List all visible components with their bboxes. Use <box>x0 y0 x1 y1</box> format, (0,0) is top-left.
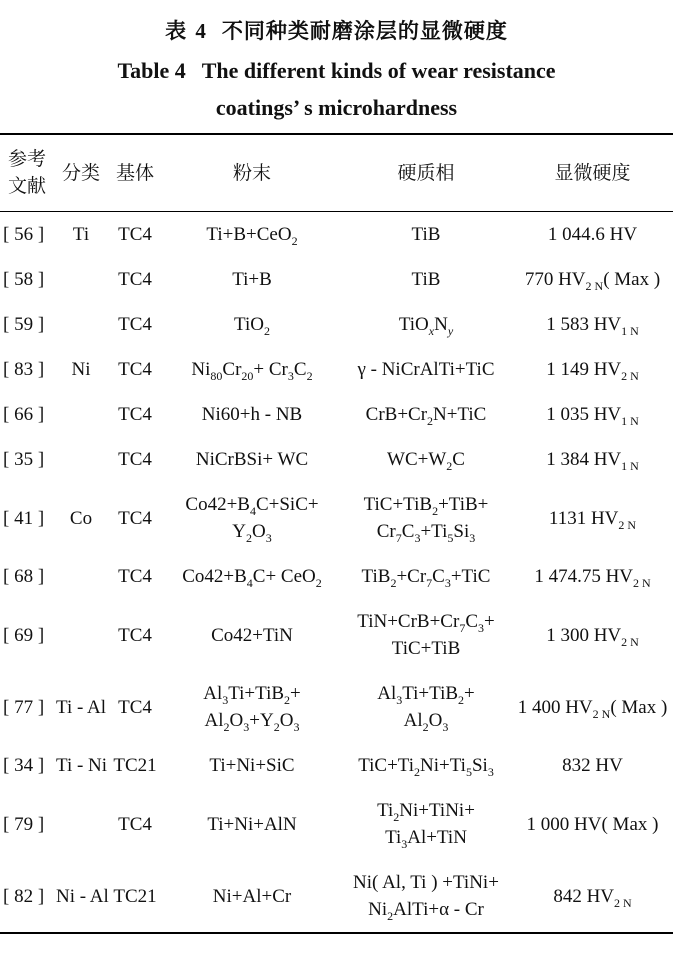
cell-hard-phase: $TiB_2+Cr_7C_3+TiC$ <box>361 566 491 590</box>
cell-substrate: TC4 <box>118 813 152 835</box>
table-header <box>0 134 673 212</box>
cell-classification <box>56 788 106 860</box>
cell-powder: NiCrBSi+ WC <box>195 449 309 470</box>
cell-microhardness: 1 300 $HV_{2 N}$ <box>546 624 639 649</box>
cell-reference: [ 79 ] <box>3 813 45 835</box>
cell-reference: [ 83 ] <box>3 359 45 380</box>
cell-hard-phase: TiC+TiB$_2$+TiB+ $Cr_7C_3+Ti_5Si_3$ <box>363 494 489 545</box>
header-microhardness: 显微硬度 <box>512 134 673 212</box>
table-row <box>0 392 673 437</box>
cell-substrate: TC4 <box>118 449 152 470</box>
table-row <box>0 347 673 392</box>
table-row <box>0 257 673 302</box>
cell-microhardness: 1 474.75 $HV_{2 N}$ <box>534 566 651 590</box>
table-row <box>0 554 673 599</box>
cell-hard-phase: $CrB+Cr_2N+TiC$ <box>365 404 487 428</box>
cell-reference: [ 34 ] <box>3 755 45 776</box>
table-body <box>0 212 673 934</box>
cell-substrate: TC4 <box>118 404 152 425</box>
cell-powder: Ni60+h - NB <box>201 404 303 425</box>
table-number-en: Table 4 <box>117 58 186 83</box>
cell-substrate: TC4 <box>118 566 152 587</box>
cell-powder: $Co42+B_4C+SiC+$ $Y_2O_3$ <box>185 494 319 545</box>
cell-hard-phase: $Al_3Ti+TiB_2+$ $Al_2O_3$ <box>377 683 475 734</box>
cell-hard-phase: TiB <box>411 269 441 290</box>
cell-microhardness: 1 384 $HV_{1 N}$ <box>546 449 639 473</box>
microhardness-table <box>0 133 673 934</box>
table-row <box>0 212 673 258</box>
cell-classification: Ti - Al <box>56 696 106 718</box>
cell-classification <box>56 437 106 482</box>
cell-substrate: TC21 <box>113 755 157 776</box>
cell-powder: TiO$_2$ <box>234 314 270 338</box>
cell-hard-phase: $WC+W_2C$ <box>387 449 465 473</box>
cell-classification: Ni <box>71 359 91 380</box>
cell-substrate: TC4 <box>118 624 152 646</box>
table-row <box>0 788 673 860</box>
cell-substrate: TC4 <box>118 507 152 529</box>
cell-substrate: TC4 <box>118 696 152 718</box>
cell-reference: [ 77 ] <box>3 696 45 718</box>
cell-classification <box>56 257 106 302</box>
cell-classification <box>56 392 106 437</box>
cell-reference: [ 56 ] <box>3 224 45 245</box>
cell-reference: [ 58 ] <box>3 269 45 290</box>
table-row <box>0 743 673 788</box>
cell-reference: [ 66 ] <box>3 404 45 425</box>
cell-classification <box>56 554 106 599</box>
cell-reference: [ 59 ] <box>3 314 45 335</box>
cell-microhardness: 1131 $HV_{2 N}$ <box>548 507 637 532</box>
cell-microhardness: 1 400 $HV_{2 N}$( Max ) <box>517 696 668 721</box>
cell-microhardness: 1 583 $HV_{1 N}$ <box>546 314 639 338</box>
cell-powder: $Ni_{80}Cr_{20}+ Cr_3C_2$ <box>191 359 313 383</box>
cell-substrate: TC4 <box>118 224 152 245</box>
cell-hard-phase: $TiN+CrB+Cr_7C_3+$ TiC+TiB <box>357 611 495 659</box>
table-header-row <box>0 134 673 212</box>
table-title-en-line2: coatings’ s microhardness <box>215 95 458 120</box>
cell-hard-phase: TiB <box>411 224 441 245</box>
cell-hard-phase: $Ti_2Ni+TiNi+$ $Ti_3Al+TiN$ <box>377 800 475 851</box>
cell-classification: Ti <box>72 224 90 245</box>
cell-microhardness: 832 HV <box>562 755 623 776</box>
cell-microhardness: 842 $HV_{2 N}$ <box>553 885 632 910</box>
cell-powder: $Co42+B_4C+ CeO_2$ <box>182 566 322 590</box>
cell-microhardness: 1 044.6 HV <box>547 224 638 245</box>
table-row <box>0 671 673 743</box>
table-row <box>0 599 673 671</box>
table-title-en-line1 <box>0 58 673 84</box>
table-caption-en: The different kinds of wear resistance <box>201 58 556 83</box>
cell-hard-phase: $TiC+Ti_2Ni+Ti_5Si_3$ <box>358 755 494 779</box>
cell-microhardness: 1 149 $HV_{2 N}$ <box>546 359 639 383</box>
cell-microhardness: 1 000 HV( Max ) <box>526 813 659 835</box>
cell-substrate: TC4 <box>118 359 152 380</box>
cell-reference: [ 69 ] <box>3 624 45 646</box>
cell-classification: Ti - Ni <box>56 755 108 776</box>
header-substrate: 基体 <box>106 134 164 212</box>
cell-classification <box>56 302 106 347</box>
table-title-zh <box>0 0 673 45</box>
cell-classification <box>56 599 106 671</box>
cell-powder: Co42+TiN <box>211 624 293 646</box>
table-caption-zh: 不同种类耐磨涂层的显微硬度 <box>221 19 508 43</box>
cell-powder: Ti+Ni+AlN <box>207 813 297 835</box>
cell-powder: Ni+Al+Cr <box>212 885 292 907</box>
cell-reference: [ 82 ] <box>3 885 45 907</box>
cell-hard-phase: $TiO_xN_y$ <box>398 314 454 338</box>
table-row <box>0 482 673 554</box>
header-reference: 参考 文献 <box>0 134 56 212</box>
header-classification: 分类 <box>56 134 106 212</box>
cell-hard-phase: Ni( Al, Ti ) +TiNi+ $Ni_2AlTi+\alpha - Cr$ <box>353 872 499 923</box>
cell-microhardness: 1 035 $HV_{1 N}$ <box>546 404 639 428</box>
cell-microhardness: 770 $HV_{2 N}$( Max ) <box>524 269 661 293</box>
cell-substrate: TC4 <box>118 314 152 335</box>
cell-powder: $Al_3Ti+TiB_2+$ $Al_2O_3+Y_2O_3$ <box>203 683 301 734</box>
cell-classification: Co <box>69 507 93 529</box>
cell-substrate: TC21 <box>113 885 157 907</box>
cell-powder: Ti+B <box>232 269 272 290</box>
cell-reference: [ 35 ] <box>3 449 45 470</box>
header-hard-phase: 硬质相 <box>340 134 512 212</box>
table-row <box>0 437 673 482</box>
table-number-zh: 表 4 <box>165 19 208 43</box>
cell-hard-phase: γ - NiCrAlTi+TiC <box>357 359 495 380</box>
table-row <box>0 302 673 347</box>
cell-classification: Ni - Al <box>56 885 109 907</box>
header-powder: 粉末 <box>164 134 340 212</box>
cell-reference: [ 68 ] <box>3 566 45 587</box>
cell-powder: Ti+Ni+SiC <box>209 755 295 776</box>
table-row <box>0 860 673 933</box>
cell-substrate: TC4 <box>118 269 152 290</box>
cell-powder: Ti+B+CeO$_2$ <box>206 224 298 248</box>
cell-reference: [ 41 ] <box>3 507 45 529</box>
